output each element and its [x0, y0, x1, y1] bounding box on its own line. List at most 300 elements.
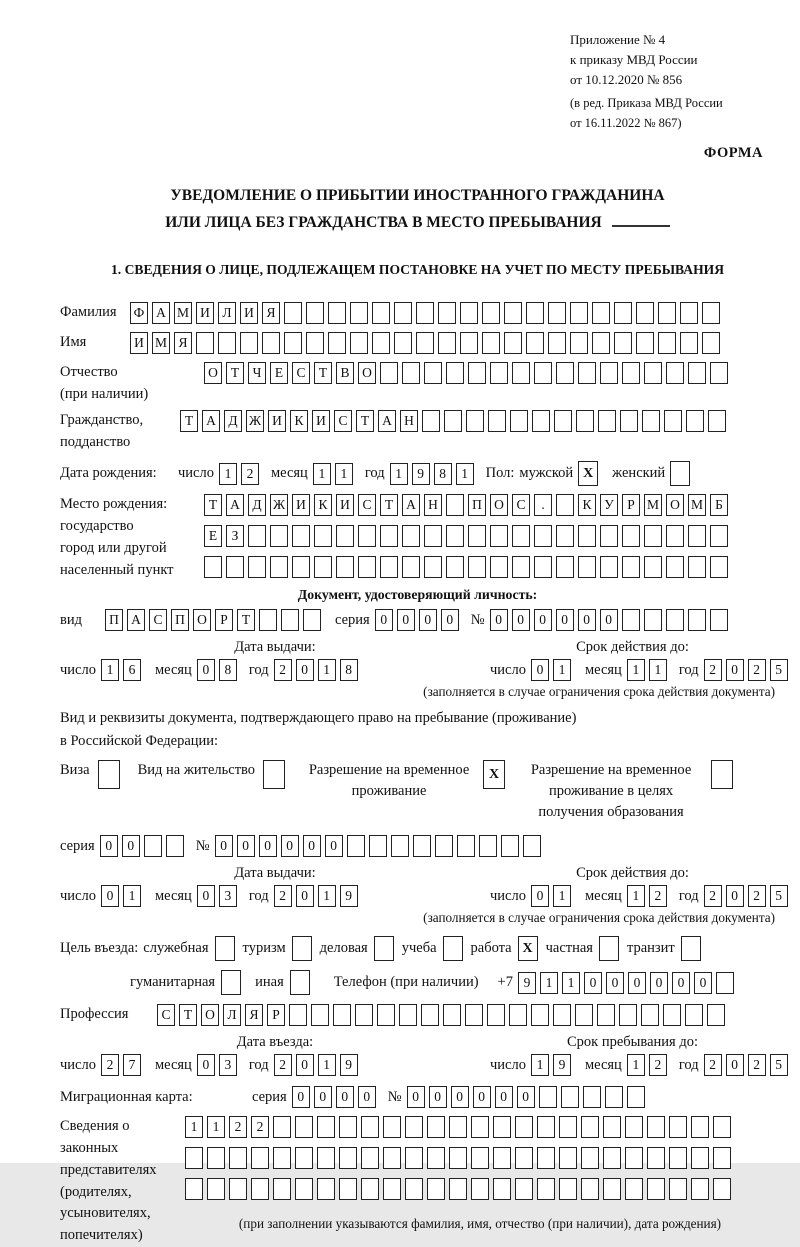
doc-issue-year-cells[interactable]: [274, 659, 362, 681]
char-cell[interactable]: Л: [223, 1004, 241, 1026]
char-cell[interactable]: [688, 362, 706, 384]
char-cell[interactable]: [553, 1004, 571, 1026]
char-cell[interactable]: [691, 1147, 709, 1169]
char-cell[interactable]: 2: [704, 1054, 722, 1076]
char-cell[interactable]: [295, 1178, 313, 1200]
char-cell[interactable]: А: [402, 494, 420, 516]
char-cell[interactable]: [622, 362, 640, 384]
char-cell[interactable]: [614, 332, 632, 354]
char-cell[interactable]: Е: [270, 362, 288, 384]
char-cell[interactable]: [537, 1178, 555, 1200]
char-cell[interactable]: [600, 525, 618, 547]
doc-series-cells[interactable]: [375, 609, 463, 631]
char-cell[interactable]: [570, 302, 588, 324]
char-cell[interactable]: [716, 972, 734, 994]
char-cell[interactable]: [534, 556, 552, 578]
char-cell[interactable]: [620, 410, 638, 432]
char-cell[interactable]: [666, 362, 684, 384]
char-cell[interactable]: 2: [101, 1054, 119, 1076]
char-cell[interactable]: [490, 525, 508, 547]
char-cell[interactable]: [556, 494, 574, 516]
char-cell[interactable]: [647, 1178, 665, 1200]
char-cell[interactable]: [328, 302, 346, 324]
char-cell[interactable]: [336, 525, 354, 547]
char-cell[interactable]: 1: [313, 463, 331, 485]
char-cell[interactable]: И: [312, 410, 330, 432]
char-cell[interactable]: 0: [122, 835, 140, 857]
char-cell[interactable]: [493, 1116, 511, 1138]
char-cell[interactable]: [185, 1147, 203, 1169]
char-cell[interactable]: [380, 556, 398, 578]
char-cell[interactable]: [284, 302, 302, 324]
char-cell[interactable]: К: [578, 494, 596, 516]
char-cell[interactable]: К: [290, 410, 308, 432]
char-cell[interactable]: 1: [219, 463, 237, 485]
birthplace-row2-cells[interactable]: [204, 525, 732, 547]
birthdate-month-cells[interactable]: [313, 463, 357, 485]
char-cell[interactable]: [642, 410, 660, 432]
char-cell[interactable]: [339, 1147, 357, 1169]
char-cell[interactable]: [369, 835, 387, 857]
doc-issue-month-cells[interactable]: [197, 659, 241, 681]
char-cell[interactable]: [226, 556, 244, 578]
char-cell[interactable]: Д: [224, 410, 242, 432]
char-cell[interactable]: [424, 525, 442, 547]
char-cell[interactable]: [427, 1147, 445, 1169]
char-cell[interactable]: Р: [267, 1004, 285, 1026]
char-cell[interactable]: З: [226, 525, 244, 547]
char-cell[interactable]: Ж: [270, 494, 288, 516]
char-cell[interactable]: [270, 556, 288, 578]
char-cell[interactable]: [460, 302, 478, 324]
char-cell[interactable]: [289, 1004, 307, 1026]
char-cell[interactable]: 0: [495, 1086, 513, 1108]
char-cell[interactable]: [333, 1004, 351, 1026]
char-cell[interactable]: [688, 556, 706, 578]
char-cell[interactable]: [515, 1147, 533, 1169]
temp-residence-checkbox[interactable]: X: [483, 760, 505, 789]
char-cell[interactable]: [597, 1004, 615, 1026]
char-cell[interactable]: [207, 1178, 225, 1200]
char-cell[interactable]: [185, 1178, 203, 1200]
char-cell[interactable]: [273, 1116, 291, 1138]
char-cell[interactable]: [350, 302, 368, 324]
char-cell[interactable]: [663, 1004, 681, 1026]
char-cell[interactable]: 0: [296, 659, 314, 681]
char-cell[interactable]: М: [152, 332, 170, 354]
char-cell[interactable]: [515, 1116, 533, 1138]
char-cell[interactable]: С: [149, 609, 167, 631]
char-cell[interactable]: 0: [556, 609, 574, 631]
char-cell[interactable]: [446, 525, 464, 547]
char-cell[interactable]: 0: [281, 835, 299, 857]
char-cell[interactable]: 1: [627, 659, 645, 681]
char-cell[interactable]: [251, 1147, 269, 1169]
char-cell[interactable]: 0: [100, 835, 118, 857]
doc-issue-day-cells[interactable]: [101, 659, 145, 681]
char-cell[interactable]: [658, 332, 676, 354]
char-cell[interactable]: [273, 1147, 291, 1169]
char-cell[interactable]: [446, 362, 464, 384]
char-cell[interactable]: [399, 1004, 417, 1026]
char-cell[interactable]: [295, 1147, 313, 1169]
char-cell[interactable]: [504, 302, 522, 324]
char-cell[interactable]: [438, 332, 456, 354]
char-cell[interactable]: [468, 525, 486, 547]
char-cell[interactable]: [531, 1004, 549, 1026]
char-cell[interactable]: Е: [204, 525, 222, 547]
char-cell[interactable]: [666, 556, 684, 578]
char-cell[interactable]: [600, 362, 618, 384]
char-cell[interactable]: 0: [531, 885, 549, 907]
char-cell[interactable]: [317, 1147, 335, 1169]
char-cell[interactable]: [537, 1116, 555, 1138]
char-cell[interactable]: [466, 410, 484, 432]
char-cell[interactable]: 8: [340, 659, 358, 681]
char-cell[interactable]: 0: [197, 885, 215, 907]
char-cell[interactable]: 6: [123, 659, 141, 681]
char-cell[interactable]: Б: [710, 494, 728, 516]
char-cell[interactable]: 0: [490, 609, 508, 631]
char-cell[interactable]: 5: [770, 1054, 788, 1076]
char-cell[interactable]: О: [666, 494, 684, 516]
char-cell[interactable]: 0: [292, 1086, 310, 1108]
char-cell[interactable]: [339, 1178, 357, 1200]
char-cell[interactable]: 9: [340, 885, 358, 907]
char-cell[interactable]: 1: [123, 885, 141, 907]
char-cell[interactable]: [383, 1178, 401, 1200]
char-cell[interactable]: 0: [606, 972, 624, 994]
char-cell[interactable]: А: [378, 410, 396, 432]
doc-valid-day-cells[interactable]: [531, 659, 575, 681]
migration-number-cells[interactable]: [407, 1086, 649, 1108]
char-cell[interactable]: 0: [397, 609, 415, 631]
char-cell[interactable]: [468, 556, 486, 578]
char-cell[interactable]: [707, 1004, 725, 1026]
char-cell[interactable]: 2: [274, 1054, 292, 1076]
char-cell[interactable]: [471, 1178, 489, 1200]
char-cell[interactable]: [438, 302, 456, 324]
char-cell[interactable]: [710, 609, 728, 631]
char-cell[interactable]: [713, 1116, 731, 1138]
char-cell[interactable]: 2: [704, 885, 722, 907]
char-cell[interactable]: И: [336, 494, 354, 516]
char-cell[interactable]: А: [226, 494, 244, 516]
char-cell[interactable]: [641, 1004, 659, 1026]
char-cell[interactable]: 0: [358, 1086, 376, 1108]
char-cell[interactable]: [647, 1116, 665, 1138]
char-cell[interactable]: [416, 332, 434, 354]
char-cell[interactable]: А: [127, 609, 145, 631]
char-cell[interactable]: [281, 609, 299, 631]
char-cell[interactable]: [251, 1178, 269, 1200]
char-cell[interactable]: [556, 556, 574, 578]
purpose-transit-checkbox[interactable]: [681, 936, 701, 961]
char-cell[interactable]: 0: [259, 835, 277, 857]
char-cell[interactable]: [372, 302, 390, 324]
char-cell[interactable]: [625, 1178, 643, 1200]
char-cell[interactable]: [317, 1116, 335, 1138]
char-cell[interactable]: 1: [627, 1054, 645, 1076]
char-cell[interactable]: [413, 835, 431, 857]
char-cell[interactable]: 0: [512, 609, 530, 631]
char-cell[interactable]: 0: [441, 609, 459, 631]
char-cell[interactable]: Ф: [130, 302, 148, 324]
residence-issue-day-cells[interactable]: [101, 885, 145, 907]
doc-valid-month-cells[interactable]: [627, 659, 671, 681]
char-cell[interactable]: 3: [219, 885, 237, 907]
char-cell[interactable]: 1: [456, 463, 474, 485]
char-cell[interactable]: [688, 525, 706, 547]
char-cell[interactable]: Н: [400, 410, 418, 432]
char-cell[interactable]: [636, 332, 654, 354]
char-cell[interactable]: [603, 1116, 621, 1138]
char-cell[interactable]: [207, 1147, 225, 1169]
char-cell[interactable]: [248, 525, 266, 547]
char-cell[interactable]: Р: [215, 609, 233, 631]
char-cell[interactable]: 0: [517, 1086, 535, 1108]
purpose-humanitarian-checkbox[interactable]: [221, 970, 241, 995]
doc-valid-year-cells[interactable]: [704, 659, 792, 681]
char-cell[interactable]: [482, 302, 500, 324]
char-cell[interactable]: [559, 1116, 577, 1138]
char-cell[interactable]: [627, 1086, 645, 1108]
char-cell[interactable]: [292, 525, 310, 547]
char-cell[interactable]: [394, 302, 412, 324]
phone-cells[interactable]: [518, 972, 738, 994]
char-cell[interactable]: 0: [672, 972, 690, 994]
guardians-row2-cells[interactable]: [185, 1147, 775, 1169]
char-cell[interactable]: [710, 556, 728, 578]
char-cell[interactable]: 1: [553, 659, 571, 681]
char-cell[interactable]: [636, 302, 654, 324]
char-cell[interactable]: С: [512, 494, 530, 516]
char-cell[interactable]: [490, 362, 508, 384]
entry-day-cells[interactable]: [101, 1054, 145, 1076]
char-cell[interactable]: [515, 1178, 533, 1200]
char-cell[interactable]: [427, 1178, 445, 1200]
char-cell[interactable]: Ч: [248, 362, 266, 384]
char-cell[interactable]: [383, 1116, 401, 1138]
residence-number-cells[interactable]: [215, 835, 545, 857]
char-cell[interactable]: [669, 1147, 687, 1169]
char-cell[interactable]: С: [334, 410, 352, 432]
char-cell[interactable]: [512, 362, 530, 384]
char-cell[interactable]: 0: [429, 1086, 447, 1108]
char-cell[interactable]: [204, 556, 222, 578]
char-cell[interactable]: [361, 1116, 379, 1138]
char-cell[interactable]: 0: [650, 972, 668, 994]
char-cell[interactable]: [144, 835, 162, 857]
char-cell[interactable]: П: [171, 609, 189, 631]
char-cell[interactable]: [512, 556, 530, 578]
char-cell[interactable]: [570, 332, 588, 354]
char-cell[interactable]: Т: [204, 494, 222, 516]
char-cell[interactable]: Ж: [246, 410, 264, 432]
char-cell[interactable]: [460, 332, 478, 354]
char-cell[interactable]: 0: [726, 885, 744, 907]
char-cell[interactable]: С: [358, 494, 376, 516]
birthplace-row1-cells[interactable]: [204, 494, 732, 516]
char-cell[interactable]: 9: [412, 463, 430, 485]
char-cell[interactable]: [424, 556, 442, 578]
char-cell[interactable]: [710, 362, 728, 384]
char-cell[interactable]: [685, 1004, 703, 1026]
char-cell[interactable]: [218, 332, 236, 354]
char-cell[interactable]: 1: [562, 972, 580, 994]
char-cell[interactable]: Т: [180, 410, 198, 432]
char-cell[interactable]: [449, 1178, 467, 1200]
char-cell[interactable]: [537, 1147, 555, 1169]
char-cell[interactable]: [311, 1004, 329, 1026]
visa-checkbox[interactable]: [98, 760, 120, 789]
char-cell[interactable]: [644, 609, 662, 631]
residence-issue-month-cells[interactable]: [197, 885, 241, 907]
char-cell[interactable]: [270, 525, 288, 547]
sex-female-checkbox[interactable]: [670, 461, 690, 486]
char-cell[interactable]: .: [534, 494, 552, 516]
char-cell[interactable]: 2: [704, 659, 722, 681]
char-cell[interactable]: Т: [380, 494, 398, 516]
char-cell[interactable]: [421, 1004, 439, 1026]
char-cell[interactable]: [372, 332, 390, 354]
char-cell[interactable]: 8: [434, 463, 452, 485]
char-cell[interactable]: [548, 332, 566, 354]
char-cell[interactable]: 1: [553, 885, 571, 907]
char-cell[interactable]: [292, 556, 310, 578]
char-cell[interactable]: 1: [335, 463, 353, 485]
stay-day-cells[interactable]: [531, 1054, 575, 1076]
char-cell[interactable]: [710, 525, 728, 547]
char-cell[interactable]: 0: [419, 609, 437, 631]
char-cell[interactable]: [575, 1004, 593, 1026]
char-cell[interactable]: [449, 1116, 467, 1138]
char-cell[interactable]: Я: [174, 332, 192, 354]
char-cell[interactable]: 1: [531, 1054, 549, 1076]
char-cell[interactable]: [680, 302, 698, 324]
char-cell[interactable]: [664, 410, 682, 432]
char-cell[interactable]: 0: [215, 835, 233, 857]
char-cell[interactable]: 0: [303, 835, 321, 857]
char-cell[interactable]: [358, 556, 376, 578]
char-cell[interactable]: [578, 525, 596, 547]
char-cell[interactable]: [328, 332, 346, 354]
char-cell[interactable]: [501, 835, 519, 857]
char-cell[interactable]: [317, 1178, 335, 1200]
char-cell[interactable]: [622, 556, 640, 578]
char-cell[interactable]: [644, 362, 662, 384]
char-cell[interactable]: [355, 1004, 373, 1026]
char-cell[interactable]: Я: [262, 302, 280, 324]
char-cell[interactable]: [509, 1004, 527, 1026]
char-cell[interactable]: 0: [726, 659, 744, 681]
birthplace-row3-cells[interactable]: [204, 556, 732, 578]
char-cell[interactable]: [427, 1116, 445, 1138]
char-cell[interactable]: [405, 1178, 423, 1200]
char-cell[interactable]: [402, 525, 420, 547]
char-cell[interactable]: Т: [356, 410, 374, 432]
char-cell[interactable]: 1: [540, 972, 558, 994]
char-cell[interactable]: [314, 525, 332, 547]
char-cell[interactable]: [339, 1116, 357, 1138]
char-cell[interactable]: М: [644, 494, 662, 516]
residence-valid-month-cells[interactable]: [627, 885, 671, 907]
temp-residence-education-checkbox[interactable]: [711, 760, 733, 789]
char-cell[interactable]: [259, 609, 277, 631]
char-cell[interactable]: 0: [296, 885, 314, 907]
char-cell[interactable]: 2: [274, 659, 292, 681]
char-cell[interactable]: 2: [229, 1116, 247, 1138]
char-cell[interactable]: [603, 1147, 621, 1169]
char-cell[interactable]: Р: [622, 494, 640, 516]
char-cell[interactable]: Т: [237, 609, 255, 631]
char-cell[interactable]: К: [314, 494, 332, 516]
doc-kind-cells[interactable]: [105, 609, 325, 631]
char-cell[interactable]: [166, 835, 184, 857]
char-cell[interactable]: [443, 1004, 461, 1026]
char-cell[interactable]: [361, 1147, 379, 1169]
char-cell[interactable]: 0: [197, 659, 215, 681]
char-cell[interactable]: [622, 609, 640, 631]
char-cell[interactable]: [347, 835, 365, 857]
char-cell[interactable]: 5: [770, 659, 788, 681]
migration-series-cells[interactable]: [292, 1086, 380, 1108]
char-cell[interactable]: [578, 362, 596, 384]
char-cell[interactable]: М: [174, 302, 192, 324]
char-cell[interactable]: [402, 556, 420, 578]
char-cell[interactable]: [314, 556, 332, 578]
guardians-row1-cells[interactable]: [185, 1116, 775, 1138]
surname-cells[interactable]: [130, 302, 724, 324]
purpose-tourism-checkbox[interactable]: [292, 936, 312, 961]
char-cell[interactable]: 2: [649, 885, 667, 907]
char-cell[interactable]: 0: [473, 1086, 491, 1108]
char-cell[interactable]: [488, 410, 506, 432]
char-cell[interactable]: [532, 410, 550, 432]
char-cell[interactable]: 2: [649, 1054, 667, 1076]
profession-cells[interactable]: [157, 1004, 729, 1026]
char-cell[interactable]: [457, 835, 475, 857]
char-cell[interactable]: В: [336, 362, 354, 384]
citizenship-cells[interactable]: [180, 410, 730, 432]
firstname-cells[interactable]: [130, 332, 724, 354]
char-cell[interactable]: [658, 302, 676, 324]
char-cell[interactable]: 0: [314, 1086, 332, 1108]
char-cell[interactable]: 1: [318, 1054, 336, 1076]
char-cell[interactable]: 0: [325, 835, 343, 857]
char-cell[interactable]: [380, 362, 398, 384]
char-cell[interactable]: [713, 1178, 731, 1200]
doc-number-cells[interactable]: [490, 609, 732, 631]
char-cell[interactable]: 0: [531, 659, 549, 681]
char-cell[interactable]: А: [152, 302, 170, 324]
char-cell[interactable]: А: [202, 410, 220, 432]
char-cell[interactable]: [691, 1116, 709, 1138]
purpose-work-checkbox[interactable]: X: [518, 936, 538, 961]
char-cell[interactable]: [512, 525, 530, 547]
char-cell[interactable]: 2: [748, 885, 766, 907]
char-cell[interactable]: [614, 302, 632, 324]
char-cell[interactable]: [306, 332, 324, 354]
char-cell[interactable]: [592, 302, 610, 324]
char-cell[interactable]: [468, 362, 486, 384]
char-cell[interactable]: 2: [748, 1054, 766, 1076]
char-cell[interactable]: 0: [584, 972, 602, 994]
char-cell[interactable]: [262, 332, 280, 354]
char-cell[interactable]: [702, 302, 720, 324]
char-cell[interactable]: [598, 410, 616, 432]
char-cell[interactable]: 2: [251, 1116, 269, 1138]
